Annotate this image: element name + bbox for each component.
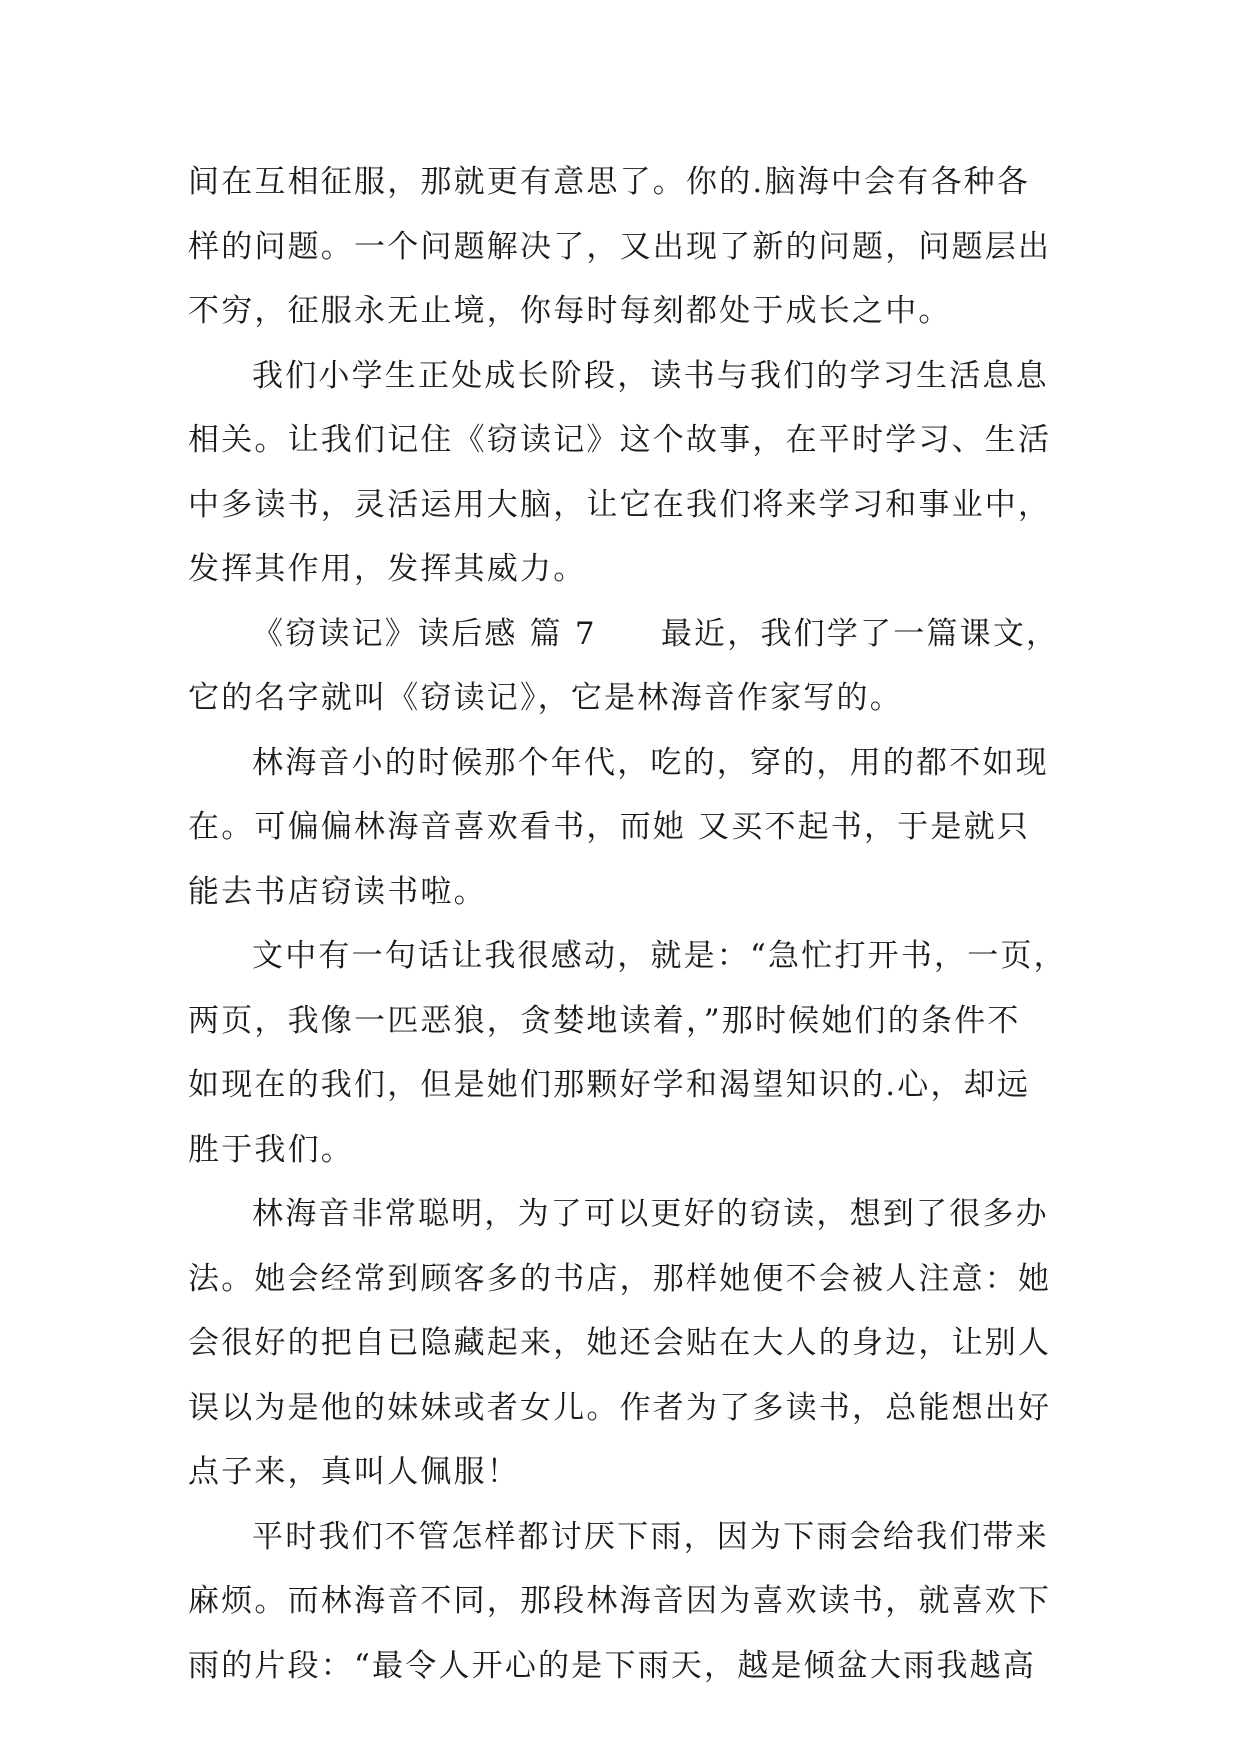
- document-body: [188, 150, 1067, 1698]
- text-line: 误以为是他的妹妹或者女儿。作者为了多读书，总能想出好: [188, 1389, 1052, 1426]
- text-line: 两页，我像一匹恶狼，贪婪地读着，”那时候她们的条件不: [188, 1002, 1021, 1039]
- paragraph-start-line: 文中有一句话让我很感动，就是：“急忙打开书，一页，: [252, 938, 1067, 974]
- text-line: 如现在的我们，但是她们那颗好学和渴望知识的.心，却远: [188, 1067, 1031, 1103]
- text-line: 会很好的把自已隐藏起来，她还会贴在大人的身边，让别人: [188, 1325, 1052, 1361]
- paragraph-start-line: 我们小学生正处成长阶段，读书与我们的学习生活息息: [252, 357, 1049, 394]
- text-line: 麻烦。而林海音不同，那段林海音因为喜欢读书，就喜欢下: [188, 1583, 1052, 1619]
- paragraph-start-text: 最近，我们学了一篇课文，: [660, 615, 1060, 652]
- text-line: 不穷，征服永无止境，你每时每刻都处于成长之中。: [188, 293, 952, 329]
- paragraph-start-line: 林海音小的时候那个年代，吃的，穿的，用的都不如现: [252, 744, 1049, 781]
- text-line: 胜于我们。: [188, 1131, 354, 1168]
- text-line: 点子来，真叫人佩服！: [188, 1454, 520, 1490]
- text-line: 能去书店窃读书啦。: [188, 873, 487, 910]
- text-line: 发挥其作用，发挥其威力。: [188, 551, 587, 587]
- text-line: 样的问题。一个问题解决了，又出现了新的问题，问题层出: [188, 228, 1052, 265]
- section-heading: 《窃读记》读后感 篇 7: [252, 615, 597, 652]
- section-heading-line: [188, 602, 1060, 667]
- text-line: 法。她会经常到顾客多的书店，那样她便不会被人注意：她: [188, 1260, 1052, 1297]
- text-line: 相关。让我们记住《窃读记》这个故事，在平时学习、生活: [188, 422, 1052, 458]
- paragraph-start-line: 平时我们不管怎样都讨厌下雨，因为下雨会给我们带来: [252, 1518, 1049, 1555]
- paragraph-start-line: 林海音非常聪明，为了可以更好的窃读，想到了很多办: [252, 1196, 1049, 1232]
- text-line: 间在互相征服，那就更有意思了。你的.脑海中会有各种各: [188, 164, 1031, 200]
- text-line: 雨的片段：“最令人开心的是下雨天，越是倾盆大雨我越高: [188, 1647, 1037, 1684]
- text-line: 在。可偏偏林海音喜欢看书，而她 又买不起书，于是就只: [188, 809, 1031, 845]
- text-line: 它的名字就叫《窃读记》，它是林海音作家写的。: [188, 680, 903, 716]
- text-line: 中多读书，灵活运用大脑，让它在我们将来学习和事业中，: [188, 486, 1052, 523]
